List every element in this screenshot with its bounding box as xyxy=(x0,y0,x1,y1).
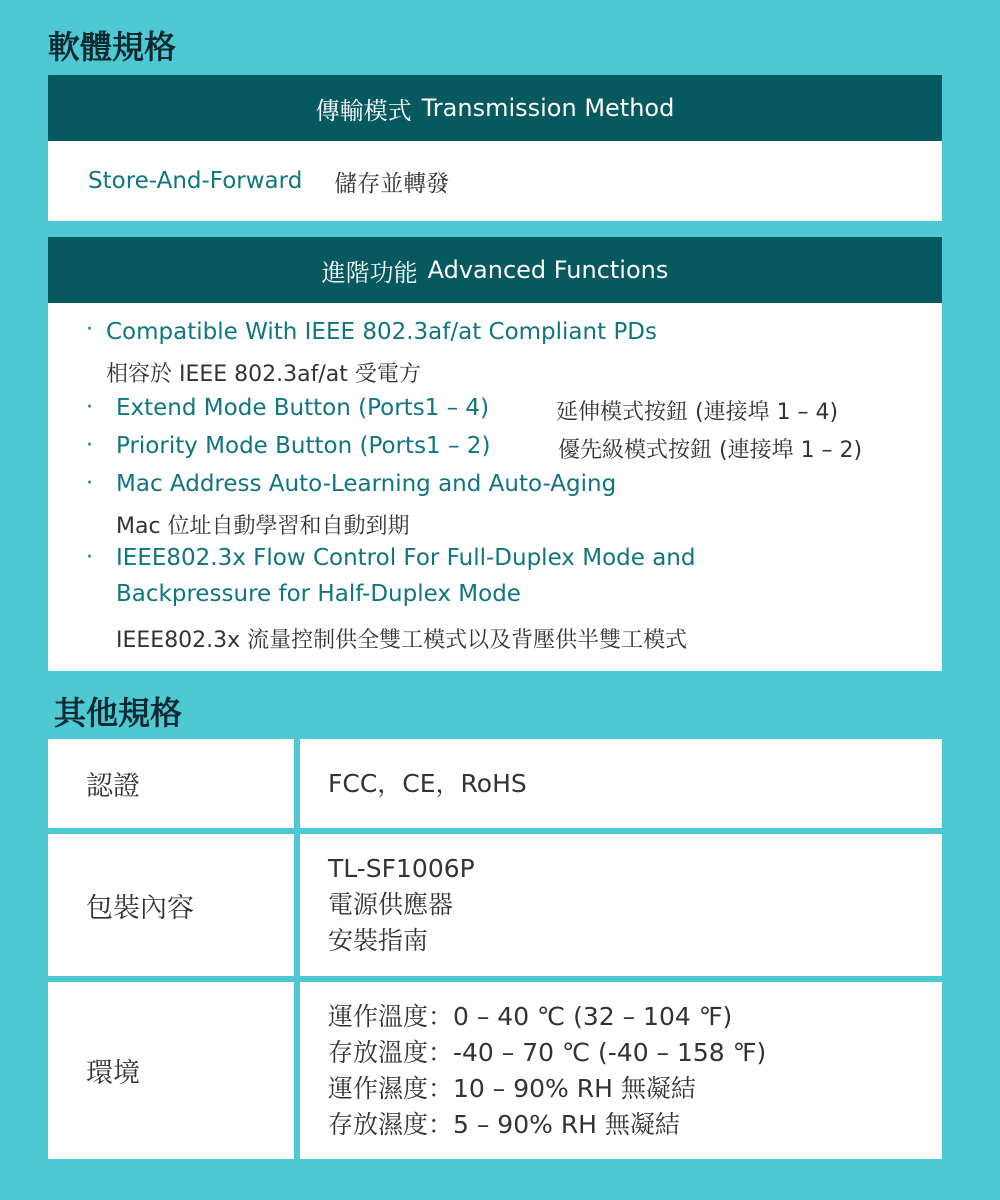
advanced-item-zh: 優先級模式按鈕 (連接埠 1 – 2) xyxy=(558,438,863,463)
advanced-item-zh: 延伸模式按鈕 (連接埠 1 – 4) xyxy=(556,400,839,425)
advanced-item-en: Priority Mode Button (Ports1 – 2) xyxy=(116,433,491,459)
advanced-item-zh: Mac 位址自動學習和自動到期 xyxy=(116,514,410,539)
value-line: FCC，CE，RoHS xyxy=(328,768,527,798)
row-label: 環境 xyxy=(48,979,297,1159)
transmission-value-zh: 儲存並轉發 xyxy=(334,170,450,197)
row-value xyxy=(297,739,942,831)
advanced-item-en-cont: Backpressure for Half-Duplex Mode xyxy=(116,581,521,607)
transmission-panel xyxy=(48,75,942,221)
row-value xyxy=(297,979,942,1159)
table-row xyxy=(48,739,942,831)
advanced-item-en: IEEE802.3x Flow Control For Full-Duplex Mode and xyxy=(116,545,696,571)
software-specs-title: 軟體規格 xyxy=(48,28,177,66)
table-row xyxy=(48,979,942,1159)
bullet-icon: · xyxy=(86,545,93,570)
row-label: 包裝內容 xyxy=(48,831,297,979)
bullet-icon: · xyxy=(86,395,93,420)
value-line: TL-SF1006P xyxy=(328,854,475,883)
bullet-icon: · xyxy=(86,317,93,342)
value-line: 存放溫度：-40 – 70 ℃ (-40 – 158 ℉) xyxy=(328,1037,767,1067)
transmission-header-en: Transmission Method xyxy=(421,94,675,122)
advanced-item-en: Extend Mode Button (Ports1 – 4) xyxy=(116,395,490,421)
advanced-item-zh: IEEE802.3x 流量控制供全雙工模式以及背壓供半雙工模式 xyxy=(116,628,688,653)
bullet-icon: · xyxy=(86,433,93,458)
other-specs-table xyxy=(48,739,942,1159)
value-line: 運作濕度：10 – 90% RH 無凝結 xyxy=(328,1073,696,1103)
value-line: 電源供應器 xyxy=(328,890,454,919)
table-row xyxy=(48,831,942,979)
bullet-icon: · xyxy=(86,471,93,496)
transmission-header-zh: 傳輸模式 xyxy=(315,96,412,125)
advanced-item-en: Compatible With IEEE 802.3af/at Compliant PDs xyxy=(106,319,658,345)
transmission-value-en: Store-And-Forward xyxy=(88,168,303,194)
other-specs-title: 其他規格 xyxy=(54,694,183,732)
value-line: 運作溫度：0 – 40 ℃ (32 – 104 ℉) xyxy=(328,1001,733,1031)
advanced-header-en: Advanced Functions xyxy=(427,256,669,284)
advanced-panel xyxy=(48,237,942,671)
row-label: 認證 xyxy=(48,739,297,831)
transmission-value xyxy=(48,141,942,221)
advanced-item-zh: 相容於 IEEE 802.3af/at 受電方 xyxy=(106,362,421,387)
advanced-item-en: Mac Address Auto-Learning and Auto-Aging xyxy=(116,471,617,497)
row-value xyxy=(297,831,942,979)
advanced-list xyxy=(48,303,942,671)
value-line: 存放濕度：5 – 90% RH 無凝結 xyxy=(328,1109,680,1139)
transmission-header xyxy=(48,75,942,141)
advanced-header-zh: 進階功能 xyxy=(321,258,418,287)
advanced-header xyxy=(48,237,942,303)
value-line: 安裝指南 xyxy=(328,926,429,955)
